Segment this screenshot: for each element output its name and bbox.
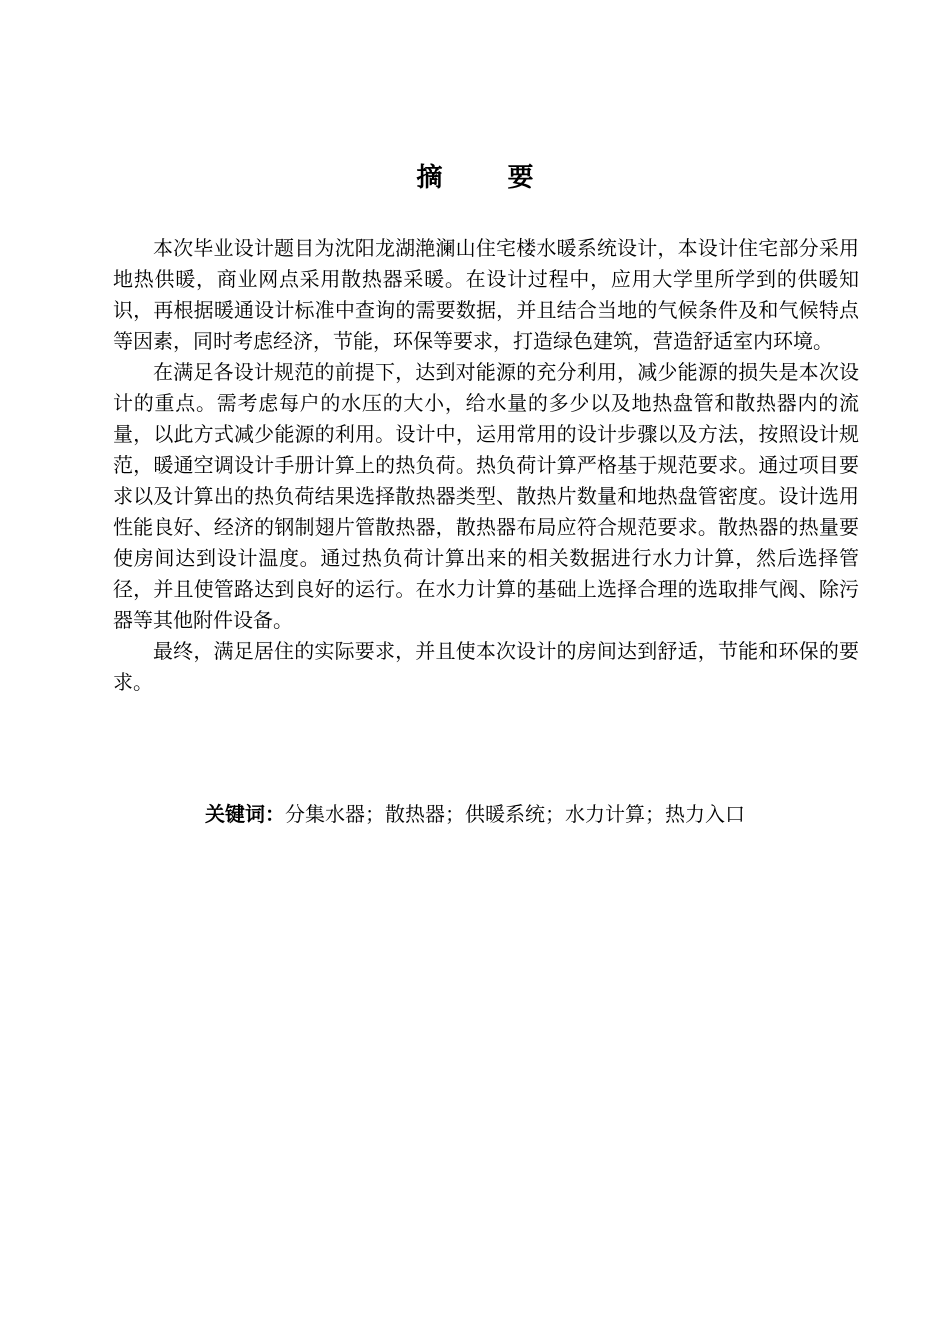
keywords-text: 分集水器；散热器；供暖系统；水力计算；热力入口 (285, 802, 745, 826)
abstract-paragraph-1: 本次毕业设计题目为沈阳龙湖滟澜山住宅楼水暖系统设计，本设计住宅部分采用地热供暖，商业网点采用散热器采暖。在设计过程中，应用大学里所学到的供暖知识，再根据暖通设计标准中查询的需要数据，并且结合当地的气候条件及和气候特点等因素，同时考虑经济，节能，环保等要求，打造绿色建筑，营造舒适室内环境。 (113, 236, 859, 353)
page-title: 摘 要 (416, 163, 562, 193)
abstract-body (113, 233, 859, 698)
abstract-paragraph-3: 最终，满足居住的实际要求，并且使本次设计的房间达到舒适，节能和环保的要求。 (113, 639, 859, 694)
abstract-paragraph-2: 在满足各设计规范的前提下，达到对能源的充分利用，减少能源的损失是本次设计的重点。需考虑每户的水压的大小，给水量的多少以及地热盘管和散热器内的流量，以此方式减少能源的利用。设计中，运用常用的设计步骤以及方法，按照设计规范，暖通空调设计手册计算上的热负荷。热负荷计算严格基于规范要求。通过项目要求以及计算出的热负荷结果选择散热器类型、散热片数量和地热盘管密度。设计选用性能良好、经济的钢制翅片管散热器，散热器布局应符合规范要求。散热器的热量要使房间达到设计温度。通过热负荷计算出来的相关数据进行水力计算，然后选择管径，并且使管路达到良好的运行。在水力计算的基础上选择合理的选取排气阀、除污器等其他附件设备。 (113, 360, 859, 632)
keywords-label: 关键词： (205, 802, 285, 826)
keywords-line (0, 798, 950, 830)
